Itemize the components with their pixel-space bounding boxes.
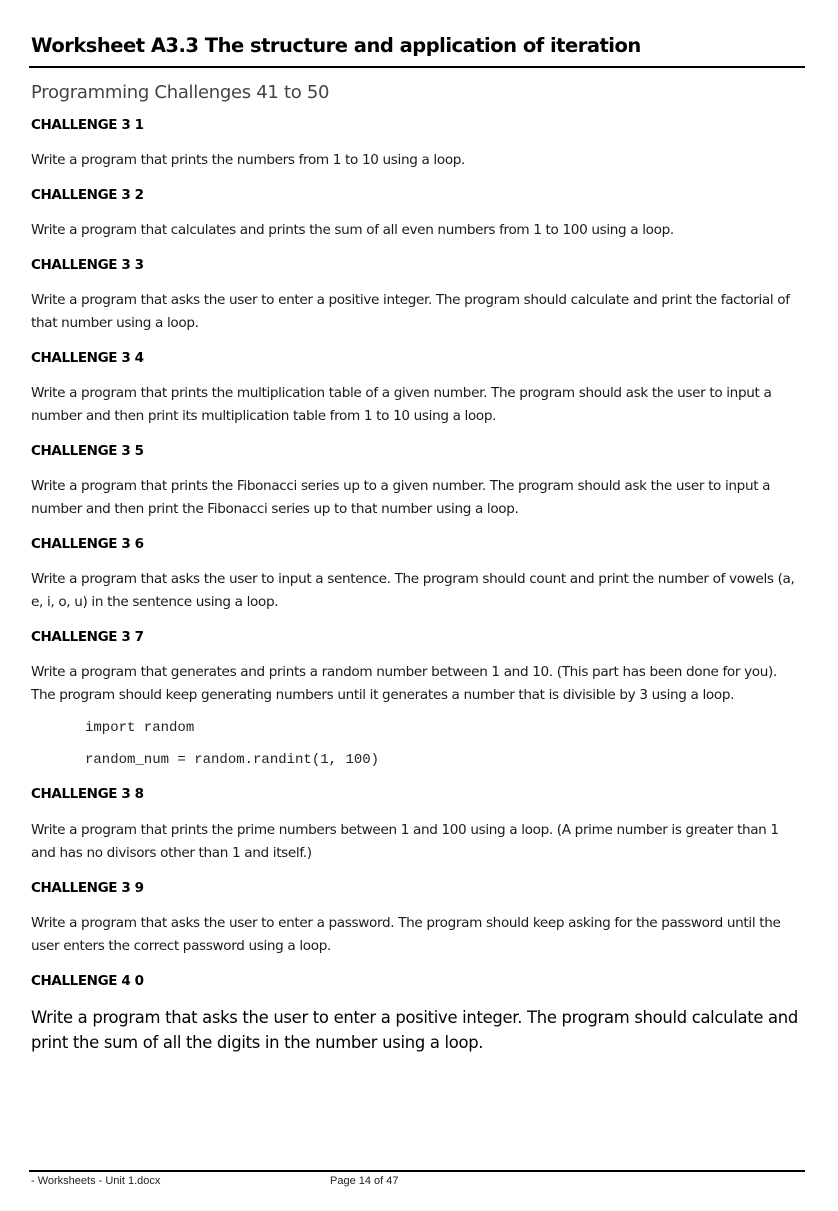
challenge-heading: CHALLENGE 3 7 [31, 629, 144, 645]
challenge-heading: CHALLENGE 3 1 [31, 117, 144, 133]
challenge-text: Write a program that asks the user to input a sentence. The program should count and print the number of vowels (a, e, i, o, u) in the sentence using a loop. [31, 571, 795, 610]
challenge-text: Write a program that prints the prime numbers between 1 and 100 using a loop. (A prime number is greater than 1 and has no divisors other than 1 and itself.) [31, 822, 779, 861]
challenge-heading: CHALLENGE 3 5 [31, 443, 144, 459]
title-divider [29, 66, 805, 68]
challenge-text: Write a program that prints the Fibonacci series up to a given number. The program should ask the user to input a number and then print the Fibonacci series up to that number using a loop. [31, 478, 771, 517]
challenge-heading: CHALLENGE 3 8 [31, 786, 144, 802]
footer-file-name: - Worksheets - Unit 1.docx [31, 1175, 161, 1187]
challenge-heading: CHALLENGE 3 3 [31, 257, 144, 273]
challenge-text: Write a program that calculates and prints the sum of all even numbers from 1 to 100 using a loop. [31, 222, 674, 238]
challenge-heading: CHALLENGE 3 4 [31, 350, 144, 366]
challenge-heading: CHALLENGE 3 6 [31, 536, 144, 552]
code-line: import random [85, 720, 195, 736]
challenge-text: Write a program that asks the user to enter a positive integer. The program should calculate and print the factorial of that number using a loop. [31, 292, 790, 331]
footer-page-number: Page 14 of 47 [330, 1175, 399, 1187]
section-subtitle: Programming Challenges 41 to 50 [31, 82, 330, 103]
challenge-heading: CHALLENGE 3 9 [31, 880, 144, 896]
challenge-text: Write a program that prints the numbers from 1 to 10 using a loop. [31, 152, 466, 168]
challenge-text: Write a program that asks the user to enter a positive integer. The program should calculate and print the sum of all the digits in the number using a loop. [31, 1008, 798, 1052]
challenge-text: Write a program that prints the multiplication table of a given number. The program should ask the user to input a number and then print its multiplication table from 1 to 10 using a loop. [31, 385, 772, 424]
footer-divider [29, 1170, 805, 1172]
worksheet-title: Worksheet A3.3 The structure and application of iteration [31, 34, 641, 57]
challenge-text: Write a program that asks the user to enter a password. The program should keep asking for the password until the user enters the correct password using a loop. [31, 915, 781, 954]
code-line: random_num = random.randint(1, 100) [85, 752, 380, 768]
challenge-heading: CHALLENGE 4 0 [31, 973, 144, 989]
challenge-heading: CHALLENGE 3 2 [31, 187, 144, 203]
worksheet-page [31, 0, 805, 1211]
challenge-text: Write a program that generates and prints a random number between 1 and 10. (This part has been done for you). The program should keep generating numbers until it generates a number that is divisible by 3 using a loop. [31, 664, 777, 703]
